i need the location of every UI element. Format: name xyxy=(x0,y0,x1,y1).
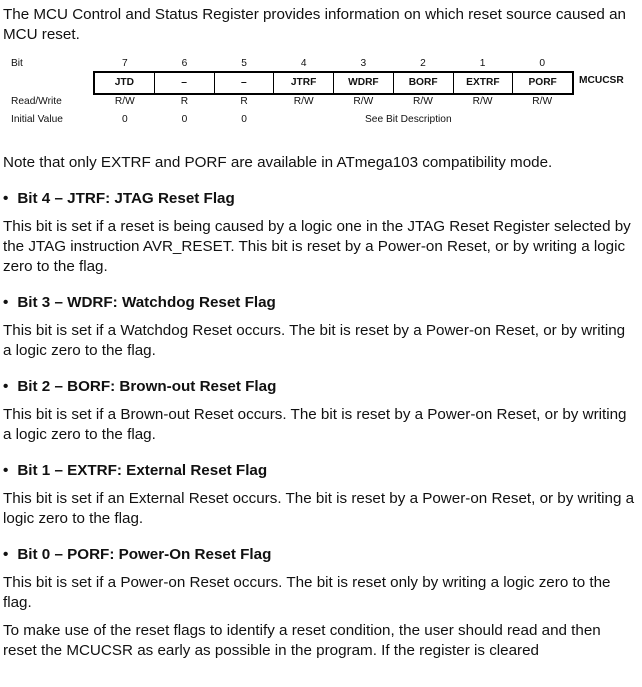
initial-value-row-label: Initial Value xyxy=(11,114,63,125)
bit-cell-porf: PORF xyxy=(512,73,572,93)
bullet: • xyxy=(3,294,9,311)
compatibility-note: Note that only EXTRF and PORF are available in ATmega103 compatibility mode. xyxy=(3,154,553,171)
section-heading-text: Bit 0 – PORF: Power-On Reset Flag xyxy=(17,546,272,563)
section-text-wdrf: This bit is set if a Watchdog Reset occurs. The bit is reset by a Power-on Reset, or by writing a logic zero to the flag. xyxy=(3,322,626,359)
intro-paragraph: The MCU Control and Status Register provides information on which reset source caused an MCU reset. xyxy=(3,6,626,43)
final-paragraph: To make use of the reset flags to identify a reset condition, the user should read and then reset the MCUCSR as early as possible in the program. If the register is cleared xyxy=(3,622,601,659)
bit-number: 1 xyxy=(479,58,486,69)
initial-value: 0 xyxy=(241,114,247,125)
register-diagram xyxy=(3,53,637,171)
bit-cell-reserved-5: – xyxy=(214,73,274,93)
bit-number: 6 xyxy=(181,58,188,69)
bullet: • xyxy=(3,462,9,479)
bit-cell-wdrf: WDRF xyxy=(333,73,393,93)
read-write-value: R xyxy=(180,96,189,107)
bit-number: 2 xyxy=(420,58,426,69)
bullet: • xyxy=(3,378,9,395)
initial-value: 0 xyxy=(121,114,128,125)
read-write-value: R/W xyxy=(353,96,374,107)
read-write-value: R/W xyxy=(413,96,433,107)
section-heading-extrf xyxy=(3,461,637,481)
bit-cell-extrf: EXTRF xyxy=(453,73,513,93)
section-heading-text: Bit 1 – EXTRF: External Reset Flag xyxy=(17,462,268,479)
read-write-row-label: Read/Write xyxy=(11,96,62,107)
read-write-value: R/W xyxy=(114,96,135,107)
section-heading-jtrf xyxy=(3,189,637,209)
section-text-porf: This bit is set if a Power-on Reset occurs. The bit is reset only by writing a logic zero to the flag. xyxy=(3,574,611,611)
read-write-value: R/W xyxy=(293,96,314,107)
bit-cell-borf: BORF xyxy=(393,73,453,93)
bullet: • xyxy=(3,546,9,563)
bit-cell-jtd: JTD xyxy=(114,77,134,88)
document-page xyxy=(3,0,637,661)
bit-cell-reserved-6: – xyxy=(154,73,214,93)
bit-row-label: Bit xyxy=(11,58,23,69)
section-heading-text: Bit 2 – BORF: Brown-out Reset Flag xyxy=(17,378,277,395)
initial-value-row xyxy=(95,114,572,125)
bit-number-row xyxy=(95,58,572,69)
section-text-jtrf: This bit is set if a reset is being caused by a logic one in the JTAG Reset Register selected by the JTAG instruction AVR_RESET. This bit is reset by a Power-on Reset, or by writing a logic zero to the flag. xyxy=(3,218,631,275)
register-bit-cells xyxy=(93,71,574,95)
bit-number: 3 xyxy=(360,58,367,69)
bit-cell-jtrf: JTRF xyxy=(273,73,333,93)
bit-number: 4 xyxy=(300,58,307,69)
bit-number: 5 xyxy=(241,58,247,69)
initial-value-note: See Bit Description xyxy=(365,114,452,125)
read-write-value: R/W xyxy=(532,96,553,107)
read-write-value: R xyxy=(240,96,248,107)
section-heading-wdrf xyxy=(3,293,637,313)
section-heading-text: Bit 4 – JTRF: JTAG Reset Flag xyxy=(17,190,235,207)
bit-number: 0 xyxy=(539,58,546,69)
initial-value: 0 xyxy=(181,114,188,125)
section-heading-borf xyxy=(3,377,637,397)
register-name: MCUCSR xyxy=(579,75,624,86)
read-write-row xyxy=(95,96,572,107)
section-heading-text: Bit 3 – WDRF: Watchdog Reset Flag xyxy=(17,294,276,311)
read-write-value: R/W xyxy=(472,96,493,107)
bit-number: 7 xyxy=(121,58,128,69)
section-heading-porf xyxy=(3,545,637,565)
section-text-borf: This bit is set if a Brown-out Reset occurs. The bit is reset by a Power-on Reset, or by writing a logic zero to the flag. xyxy=(3,406,627,443)
bullet: • xyxy=(3,190,9,207)
section-text-extrf: This bit is set if an External Reset occurs. The bit is reset by a Power-on Reset, or by writing a logic zero to the flag. xyxy=(3,490,635,527)
